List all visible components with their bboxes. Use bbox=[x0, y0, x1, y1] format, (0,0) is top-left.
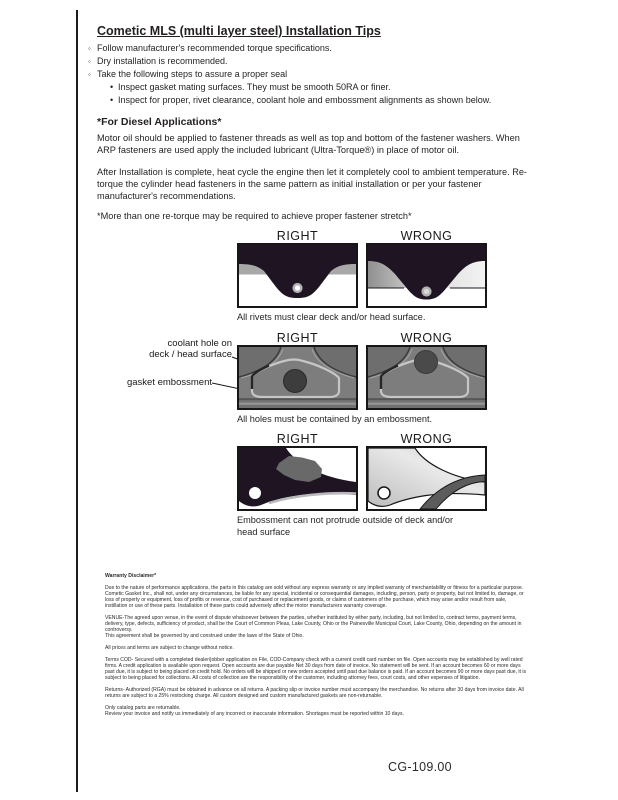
list-item-text: Inspect gasket mating surfaces. They must be smooth 50RA or finer. bbox=[118, 82, 391, 92]
rivet-clear-right-illustration bbox=[239, 245, 356, 306]
legal-fine-print bbox=[105, 573, 529, 717]
row3-wrong-label: WRONG bbox=[400, 432, 453, 446]
embossment-contained-right-illustration bbox=[239, 347, 356, 408]
list-item-text: Inspect for proper, rivet clearance, coolant hole and embossment alignments as shown below. bbox=[118, 95, 492, 105]
legal-paragraph: Only catalog parts are returnable. bbox=[105, 704, 181, 711]
hollow-bullet-icon: ◦ bbox=[88, 57, 91, 66]
rivet-clear-wrong-illustration bbox=[368, 245, 485, 306]
diesel-section-heading: *For Diesel Applications* bbox=[97, 116, 222, 128]
legal-paragraph: This agreement shall be governed by and construed under the laws of the State of Ohio. bbox=[105, 632, 304, 639]
row1-right-label: RIGHT bbox=[276, 229, 319, 243]
legal-paragraph: VENUE-The agreed upon venue, in the event of dispute whatsoever between the parties, whether instituted by either party, including, but not limited to, contract terms, payment terms, delivery, type, defects, sufficiency of product, shall be the Court of Common Pleas, Lake County, Ohio or the Painesville Municipal Court, Lake County, Ohio, depending on the amount in controversy. bbox=[105, 614, 522, 633]
installation-tips-list bbox=[88, 42, 558, 107]
solid-bullet-icon: • bbox=[110, 95, 114, 105]
legal-paragraph: Terms COD- Secured with a completed dealer/jobber application on File, COD-Company check with a current credit card number on file. Open accounts may be established by well rated firms. A credit application is available upon request. Open accounts are due payable Net 30 days from date of invoice. No statement will be sent. If an account becomes 60 or more days past due, it is subject to being placed on credit hold. No orders will be shipped or new orders accepted until past due balance is paid. If an account becomes 90 or more days past due, it is subject to being placed for collections. All costs of collection are the responsibility of the customer, including attorney fees, court costs, and other expenses of litigation. bbox=[105, 656, 527, 681]
embossment-protrude-wrong-illustration bbox=[368, 448, 485, 509]
coolant-hole-label-line2: deck / head surface bbox=[149, 349, 232, 360]
solid-bullet-icon: • bbox=[110, 82, 114, 92]
gasket-embossment-label: gasket embossment bbox=[126, 377, 212, 388]
retorque-note: *More than one re-torque may be required to achieve proper fastener stretch* bbox=[97, 211, 412, 221]
row2-wrong-label: WRONG bbox=[400, 331, 453, 345]
legal-paragraph: All prices and terms are subject to change without notice. bbox=[105, 644, 234, 651]
row1-wrong-label: WRONG bbox=[400, 229, 453, 243]
row2-wrong-diagram bbox=[366, 345, 487, 410]
row1-caption: All rivets must clear deck and/or head surface. bbox=[237, 312, 426, 322]
list-sub-item bbox=[88, 94, 558, 107]
row1-wrong-diagram bbox=[366, 243, 487, 308]
hollow-bullet-icon: ◦ bbox=[88, 70, 91, 79]
row3-right-label: RIGHT bbox=[276, 432, 319, 446]
list-item bbox=[88, 55, 558, 68]
row3-wrong-diagram bbox=[366, 446, 487, 511]
list-item-text: Dry installation is recommended. bbox=[97, 56, 228, 66]
coolant-hole-label-line1: coolant hole on bbox=[167, 338, 232, 349]
legal-paragraph: Review your invoice and notify us immediately of any incorrect or inaccurate information. Shortages must be reported within 10 days. bbox=[105, 710, 404, 717]
list-item bbox=[88, 42, 558, 55]
list-item-text: Take the following steps to assure a proper seal bbox=[97, 69, 288, 79]
embossment-contained-wrong-illustration bbox=[368, 347, 485, 408]
page-number: CG-109.00 bbox=[388, 760, 452, 774]
row2-right-diagram bbox=[237, 345, 358, 410]
list-item-text: Follow manufacturer's recommended torque specifications. bbox=[97, 43, 332, 53]
row3-right-diagram bbox=[237, 446, 358, 511]
list-item bbox=[88, 68, 558, 81]
diesel-paragraph-1: Motor oil should be applied to fastener threads as well as top and bottom of the fastener washers. When ARP fasteners are used apply the included lubricant (Ultra-Torque®) in place of motor oil. bbox=[97, 133, 520, 156]
row1-right-diagram bbox=[237, 243, 358, 308]
legal-paragraph: Returns- Authorized (RGA) must be obtained in advance on all returns. A packing slip or invoice number must accompany the merchandise. No returns after 30 days from invoice date. All returns are subject to a 25% restocking charge. All custom designed and custom manufactured gaskets are non-returnable. bbox=[105, 686, 524, 699]
diesel-paragraph-2: After Installation is complete, heat cycle the engine then let it completely cool to ambient temperature. Re-torque the cylinder head fasteners in the same pattern as initial installation or per your fastener manufacturer's recommendations. bbox=[97, 167, 527, 202]
row2-caption: All holes must be contained by an embossment. bbox=[237, 414, 433, 424]
page-title: Cometic MLS (multi layer steel) Installation Tips bbox=[97, 24, 381, 38]
hollow-bullet-icon: ◦ bbox=[88, 44, 91, 53]
row3-caption: Embossment can not protrude outside of deck and/or head surface bbox=[237, 515, 454, 537]
embossment-protrude-right-illustration bbox=[239, 448, 356, 509]
left-margin-rule bbox=[76, 10, 78, 792]
legal-paragraph: Due to the nature of performance applications, the parts in this catalog are sold without any express warranty or any implied warranty of merchantability or fitness for a particular purpose. Cometic Gasket Inc., shall not, under any circumstances, be liable for any special, incidental or consequential damages, including, person, party or property, but not limited to, damage, or loss of property or equipment, loss of profits or revenue, cost of purchased or replacement goods, or claims of customers of the purchase, which may arise and/or result from sale, instillation or use of these parts. Installation of these parts could adversely affect the motor manufacturers warranty coverage. bbox=[105, 584, 524, 609]
list-sub-item bbox=[88, 81, 558, 94]
row2-right-label: RIGHT bbox=[276, 331, 319, 345]
warranty-disclaimer-heading: Warranty Disclaimer* bbox=[105, 573, 157, 579]
